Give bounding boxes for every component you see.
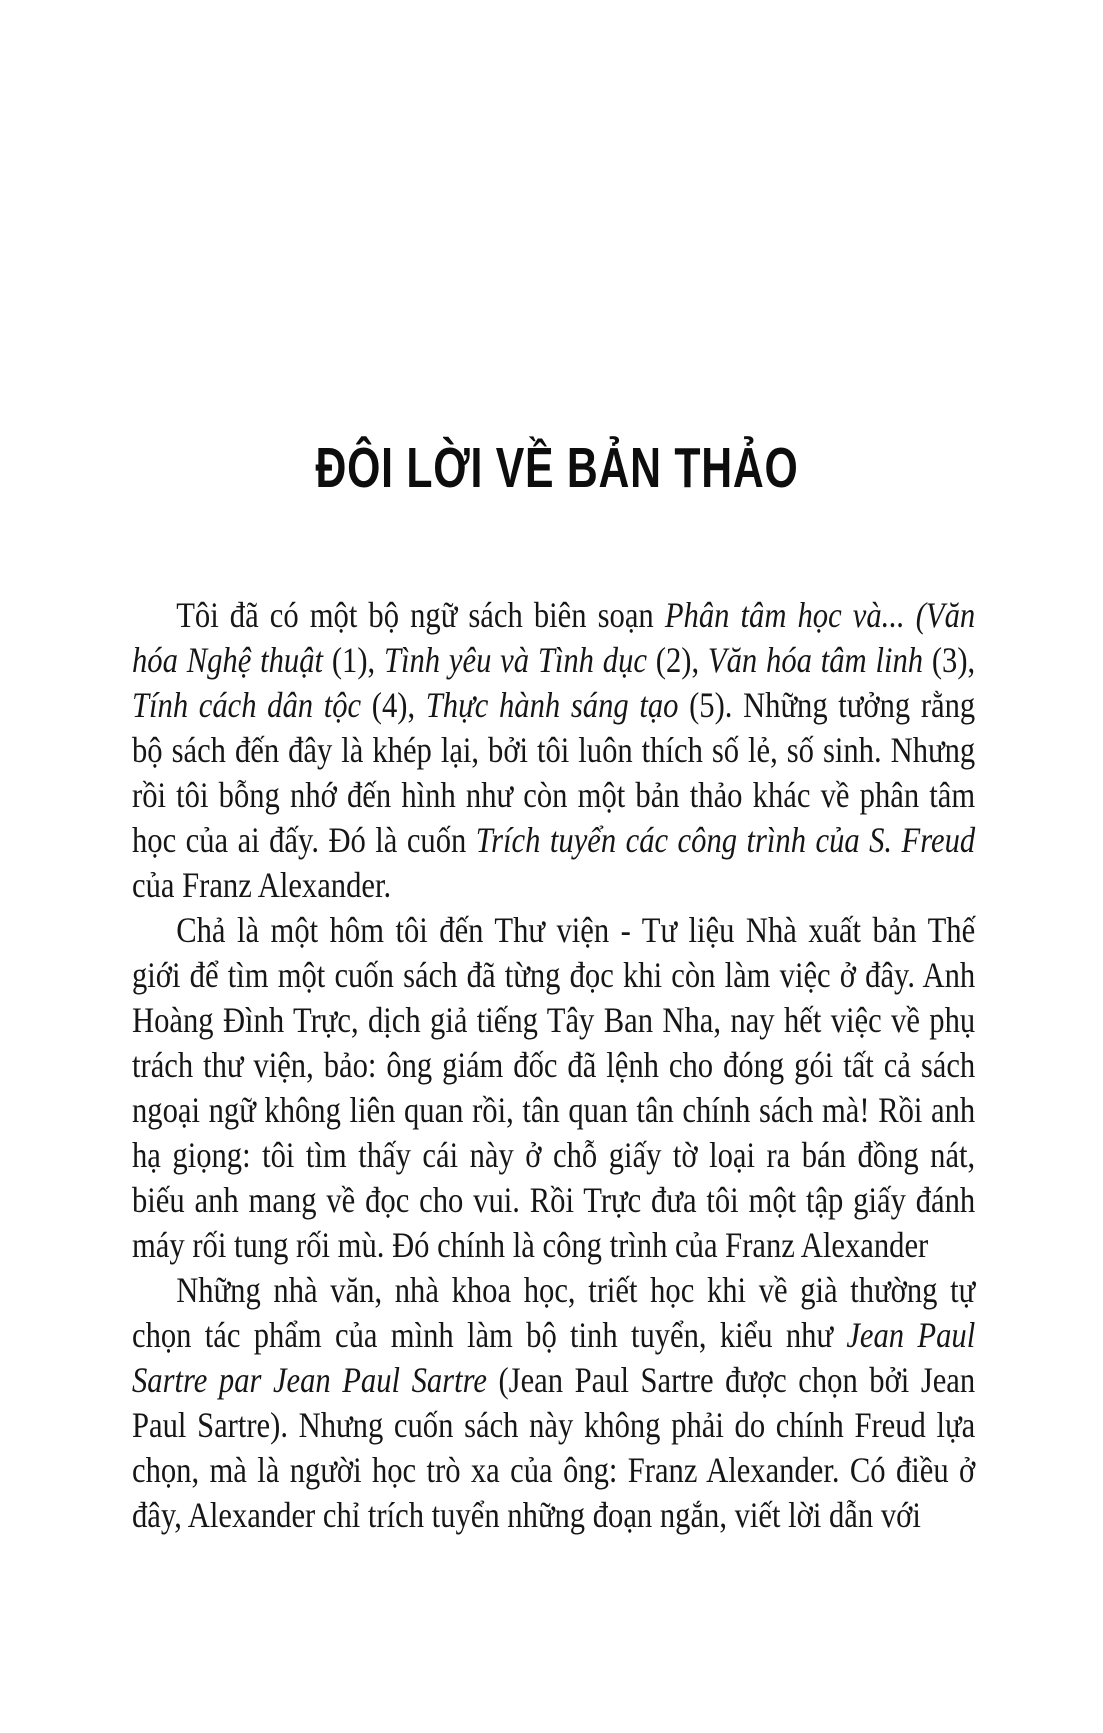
paragraph — [132, 1268, 975, 1538]
italic-text-run: Phân tâm học và... (Văn hóa Nghệ thuật — [132, 595, 976, 680]
text-run: (3), — [923, 640, 976, 680]
text-run: (1), — [323, 640, 384, 680]
chapter-title: ĐÔI LỜI VỀ BẢN THẢO — [315, 436, 799, 500]
text-run: (4), — [361, 685, 426, 725]
text-run: (Jean Paul Sartre được chọn bởi Jean Paul Sartre). Nhưng cuốn sách này không phải do chính Freud lựa chọn, mà là người học trò xa của ông: Franz Alexander. Có điều ở đây, Alexander chỉ trích tuyển những đoạn ngắn, viết lời dẫn với — [132, 1360, 976, 1535]
text-run: Tôi đã có một bộ ngữ sách biên soạn — [176, 595, 665, 635]
text-run: Những nhà văn, nhà khoa học, triết học khi về già thường tự chọn tác phẩm của mình làm bộ tinh tuyển, kiểu như — [132, 1270, 976, 1355]
text-run: (5). Những tưởng rằng bộ sách đến đây là khép lại, bởi tôi luôn thích số lẻ, số sinh. Nhưng rồi tôi bỗng nhớ đến hình như còn một bản thảo khác về phân tâm học của ai đấy. Đó là cuốn — [132, 685, 976, 860]
italic-text-run: Thực hành sáng tạo — [425, 685, 679, 725]
paragraph — [132, 908, 975, 1268]
text-run: (2), — [646, 640, 708, 680]
text-run: Chả là một hôm tôi đến Thư viện - Tư liệu Nhà xuất bản Thế giới để tìm một cuốn sách đã từng đọc khi còn làm việc ở đây. Anh Hoàng Đình Trực, dịch giả tiếng Tây Ban Nha, nay hết việc về phụ trách thư viện, bảo: ông giám đốc đã lệnh cho đóng gói tất cả sách ngoại ngữ không liên quan rồi, tân quan tân chính sách mà! Rồi anh hạ giọng: tôi tìm thấy cái này ở chỗ giấy tờ loại ra bán đồng nát, biếu anh mang về đọc cho vui. Rồi Trực đưa tôi một tập giấy đánh máy rối tung rối mù. Đó chính là công trình của Franz Alexander — [132, 910, 976, 1265]
italic-text-run: Jean Paul Sartre par Jean Paul Sartre — [132, 1315, 976, 1400]
italic-text-run: Tình yêu và Tình dục — [383, 640, 647, 680]
italic-text-run: Tính cách dân tộc — [132, 685, 362, 725]
text-run: của Franz Alexander. — [132, 865, 392, 905]
italic-text-run: Văn hóa tâm linh — [707, 640, 924, 680]
paragraph — [132, 593, 975, 908]
body-text — [132, 593, 975, 1538]
italic-text-run: Trích tuyển các công trình của S. Freud — [475, 820, 976, 860]
